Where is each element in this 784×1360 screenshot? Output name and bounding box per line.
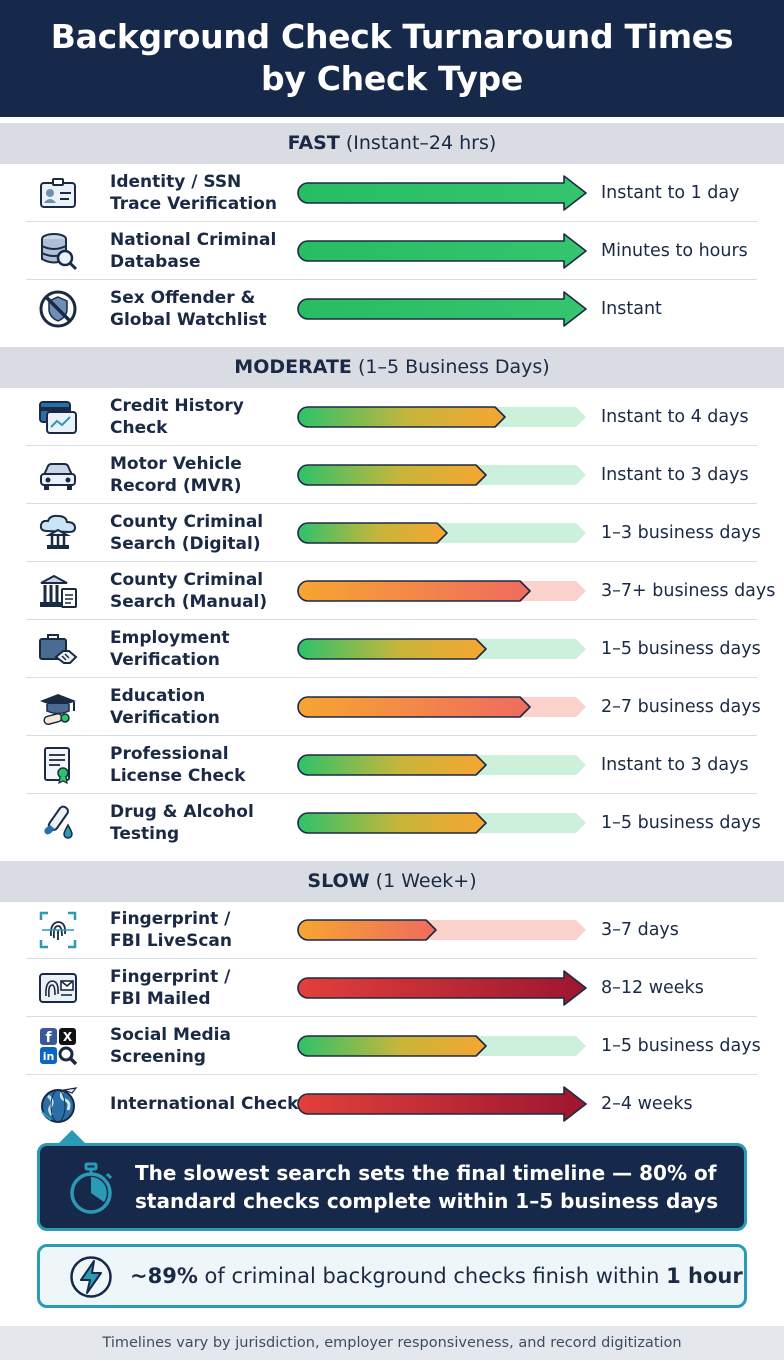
turnaround-bar [296, 572, 588, 610]
chart-row [26, 1017, 761, 1075]
bar-fill [298, 1087, 586, 1121]
label-line-2: Verification [110, 708, 220, 728]
turnaround-bar [296, 232, 588, 270]
section-title: FAST [287, 132, 340, 154]
chart-row [26, 736, 757, 794]
label-line-1: Sex Offender & [110, 288, 256, 308]
check-type-label [110, 280, 300, 338]
bar-fill [298, 523, 447, 543]
turnaround-bar [296, 911, 588, 949]
callout-pointer [58, 1130, 86, 1144]
check-type-label [110, 1075, 300, 1133]
section-fast-header [0, 123, 784, 164]
label-line-1: International Check [110, 1094, 299, 1114]
turnaround-time-label: 2–4 weeks [601, 1094, 693, 1114]
turnaround-time-label: 2–7 business days [601, 697, 761, 717]
check-type-label [110, 959, 300, 1017]
section-range: (1–5 Business Days) [357, 356, 550, 378]
header [0, 0, 784, 117]
turnaround-bar [296, 969, 588, 1007]
section-moderate-header [0, 347, 784, 388]
check-type-label [110, 446, 300, 504]
label-line-2: Global Watchlist [110, 310, 267, 330]
chart-row [26, 1075, 757, 1133]
section-title: SLOW [307, 870, 370, 892]
turnaround-time-label: 1–5 business days [601, 1036, 761, 1056]
slowest-search-callout [37, 1143, 747, 1231]
prohibited-shield-icon [38, 289, 78, 329]
chart-row [26, 164, 757, 222]
bar-fill [298, 465, 486, 485]
turnaround-time-label: Minutes to hours [601, 241, 748, 261]
bar-fill [298, 176, 586, 210]
chart-row [26, 901, 757, 959]
globe-plane-icon [38, 1084, 78, 1124]
turnaround-bar [296, 174, 588, 212]
section-title: MODERATE [234, 356, 352, 378]
label-line-1: Credit History [110, 396, 244, 416]
fingerprint-card-icon [38, 968, 78, 1008]
label-line-2: Search (Digital) [110, 534, 261, 554]
turnaround-time-label: Instant to 3 days [601, 465, 749, 485]
turnaround-bar [296, 746, 588, 784]
label-line-2: License Check [110, 766, 246, 786]
certificate-icon [38, 745, 78, 785]
check-type-label [110, 678, 300, 736]
label-line-1: Drug & Alcohol [110, 802, 254, 822]
label-line-1: Professional [110, 744, 229, 764]
briefcase-handshake-icon [38, 629, 78, 669]
check-type-label [110, 562, 300, 620]
turnaround-time-label: Instant [601, 299, 662, 319]
label-line-1: Motor Vehicle [110, 454, 242, 474]
label-line-1: Identity / SSN [110, 172, 242, 192]
bar-fill [298, 755, 486, 775]
bar-fill [298, 581, 530, 601]
label-line-2: Trace Verification [110, 194, 277, 214]
turnaround-bar [296, 290, 588, 328]
turnaround-bar [296, 456, 588, 494]
label-line-1: Fingerprint / [110, 967, 231, 987]
social-media-icon [38, 1026, 78, 1066]
chart-row [26, 388, 757, 446]
check-type-label [110, 620, 300, 678]
chart-row [26, 678, 761, 736]
bar-fill [298, 234, 586, 268]
car-icon [38, 455, 78, 495]
turnaround-time-label: 1–5 business days [601, 639, 761, 659]
check-type-label [110, 1017, 300, 1075]
graduation-cap-icon [38, 687, 78, 727]
database-search-icon [38, 231, 78, 271]
turnaround-bar [296, 804, 588, 842]
label-line-1: County Criminal [110, 512, 264, 532]
chart-row [26, 562, 776, 620]
turnaround-bar [296, 688, 588, 726]
check-type-label [110, 504, 300, 562]
check-type-label [110, 388, 300, 446]
check-type-label [110, 222, 300, 280]
footer-note: Timelines vary by jurisdiction, employer responsiveness, and record digitization [0, 1326, 784, 1360]
label-line-1: Education [110, 686, 206, 706]
label-line-1: County Criminal [110, 570, 264, 590]
turnaround-bar [296, 1085, 588, 1123]
bar-fill [298, 1036, 486, 1056]
bar-fill [298, 407, 505, 427]
label-line-1: Fingerprint / [110, 909, 231, 929]
credit-card-icon [38, 397, 78, 437]
section-slow-header [0, 861, 784, 902]
chart-row [26, 620, 761, 678]
check-type-label [110, 794, 300, 852]
bar-fill [298, 813, 486, 833]
turnaround-bar [296, 398, 588, 436]
turnaround-time-label: Instant to 4 days [601, 407, 749, 427]
courthouse-document-icon [38, 571, 78, 611]
turnaround-time-label: Instant to 3 days [601, 755, 749, 775]
callout-duration: 1 hour [666, 1264, 743, 1288]
svg-text:X: X [62, 1030, 73, 1044]
callout-percent: ~89% [130, 1264, 198, 1288]
turnaround-time-label: 3–7 days [601, 920, 679, 940]
section-range: (Instant–24 hrs) [345, 132, 497, 154]
label-line-2: Search (Manual) [110, 592, 268, 612]
bar-fill [298, 971, 586, 1005]
label-line-2: Screening [110, 1047, 206, 1067]
label-line-2: Verification [110, 650, 220, 670]
turnaround-bar [296, 514, 588, 552]
bar-fill [298, 920, 436, 940]
turnaround-time-label: Instant to 1 day [601, 183, 740, 203]
turnaround-time-label: 3–7+ business days [601, 581, 776, 601]
chart-row [26, 504, 761, 562]
check-type-label [110, 164, 300, 222]
label-line-2: Testing [110, 824, 180, 844]
chart-row [26, 222, 757, 280]
svg-text:f: f [45, 1030, 52, 1046]
label-line-2: FBI LiveScan [110, 931, 232, 951]
label-line-1: National Criminal [110, 230, 277, 250]
label-line-2: Check [110, 418, 168, 438]
check-type-label [110, 736, 300, 794]
chart-row [26, 446, 757, 504]
bar-fill [298, 697, 530, 717]
turnaround-time-label: 8–12 weeks [601, 978, 704, 998]
callout-text [130, 1247, 743, 1305]
turnaround-bar [296, 1027, 588, 1065]
section-range: (1 Week+) [375, 870, 477, 892]
chart-row [26, 794, 761, 852]
chart-row [26, 280, 757, 338]
title-line-1: Background Check Turnaround Times [50, 17, 734, 56]
svg-text:in: in [42, 1050, 55, 1063]
criminal-check-callout [37, 1244, 747, 1308]
stopwatch-icon [64, 1162, 118, 1216]
label-line-1: Employment [110, 628, 230, 648]
label-line-2: FBI Mailed [110, 989, 211, 1009]
cloud-courthouse-icon [38, 513, 78, 553]
turnaround-bar [296, 630, 588, 668]
bar-fill [298, 292, 586, 326]
callout-middle: of criminal background checks finish within [197, 1264, 667, 1288]
turnaround-time-label: 1–5 business days [601, 813, 761, 833]
lightning-icon [68, 1254, 114, 1300]
label-line-2: Database [110, 252, 201, 272]
page-title [0, 0, 784, 100]
id-card-icon [38, 173, 78, 213]
label-line-2: Record (MVR) [110, 476, 242, 496]
label-line-1: Social Media [110, 1025, 231, 1045]
check-type-label [110, 901, 300, 959]
title-line-2: by Check Type [261, 59, 523, 98]
fingerprint-scan-icon [38, 910, 78, 950]
callout-text: The slowest search sets the final timeline — 80% of standard checks complete within 1–5 business days [135, 1161, 719, 1213]
bar-fill [298, 639, 486, 659]
turnaround-time-label: 1–3 business days [601, 523, 761, 543]
test-tube-icon [38, 803, 78, 843]
chart-row [26, 959, 757, 1017]
